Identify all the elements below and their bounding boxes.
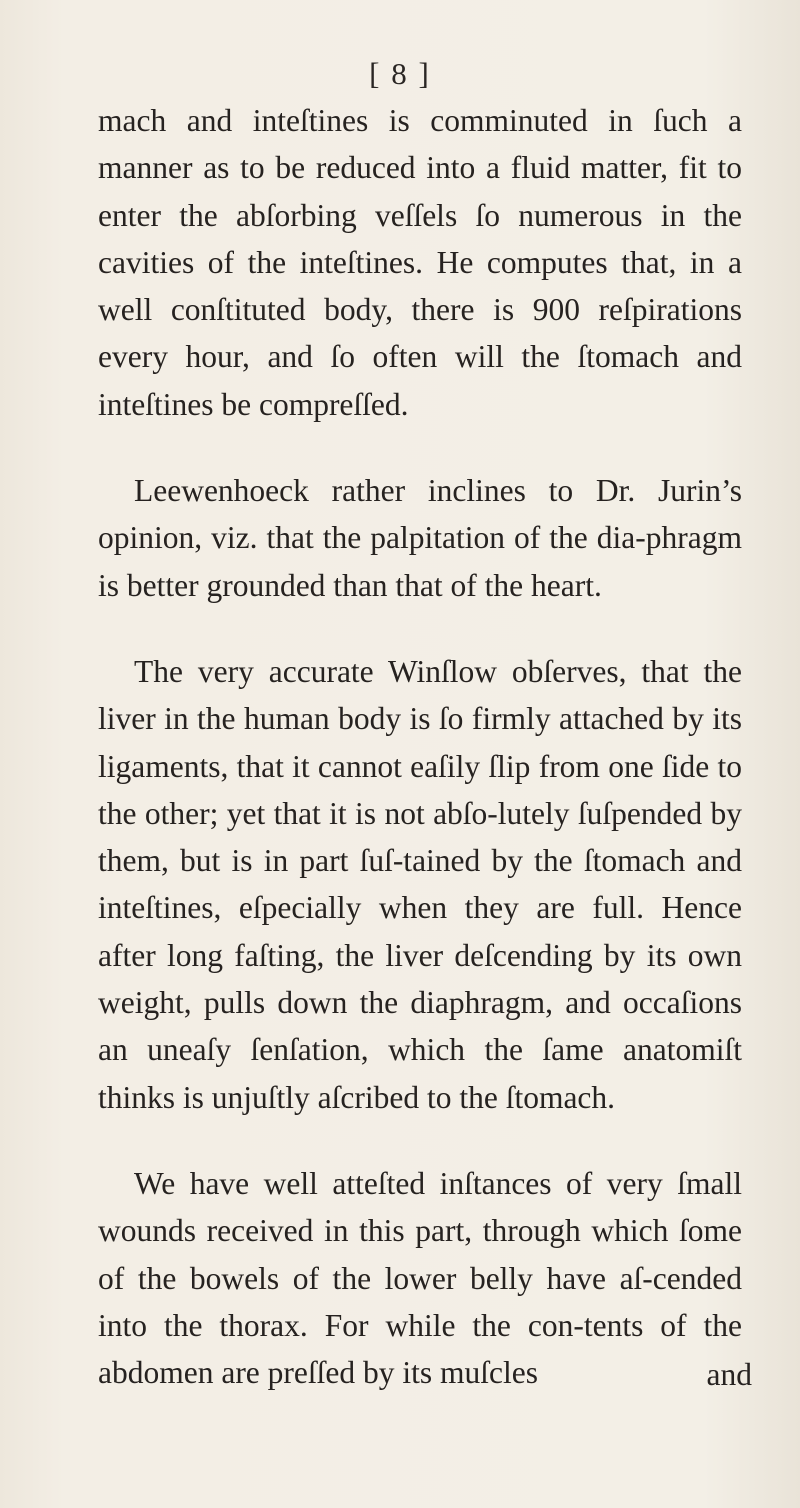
paragraph-wounds: We have well atteſted inſtances of very ſmall wounds received in this part, through which ſome of the bowels of the lower belly have aſ-cended into the thorax. For while the con-tents of the abdomen are preſſed by its muſcles bbox=[98, 1165, 742, 1391]
catchword: and bbox=[706, 1357, 752, 1392]
paragraph-continuation: mach and inteſtines is comminuted in ſuch a manner as to be reduced into a fluid matter, fit to enter the abſorbing veſſels ſo numerous in the cavities of the inteſtines. He computes that, in a well conſtituted body, there is 900 reſpirations every hour, and ſo often will the ſtomach and inteſtines be compreſſed. bbox=[98, 103, 742, 422]
paragraph-winslow: The very accurate Winſlow obſerves, that the liver in the human body is ſo firmly attached by its ligaments, that it cannot eaſily ſlip from one ſide to the other; yet that it is not abſo-lutely ſuſpended by them, but is in part ſuſ-tained by the ſtomach and inteſtines, eſpecially when they are full. Hence after long faſting, the liver deſcending by its own weight, pulls down the diaphragm, and occaſions an uneaſy ſenſation, which the ſame anatomiſt thinks is unjuſtly aſcribed to the ſtomach. bbox=[98, 653, 742, 1115]
paragraph-leewenhoeck: Leewenhoeck rather inclines to Dr. Jurin’s opinion, viz. that the palpitation of the dia-phragm is better grounded than that of the heart. bbox=[98, 473, 742, 603]
page-number: [ 8 ] bbox=[369, 56, 431, 91]
page-text bbox=[98, 97, 742, 1396]
